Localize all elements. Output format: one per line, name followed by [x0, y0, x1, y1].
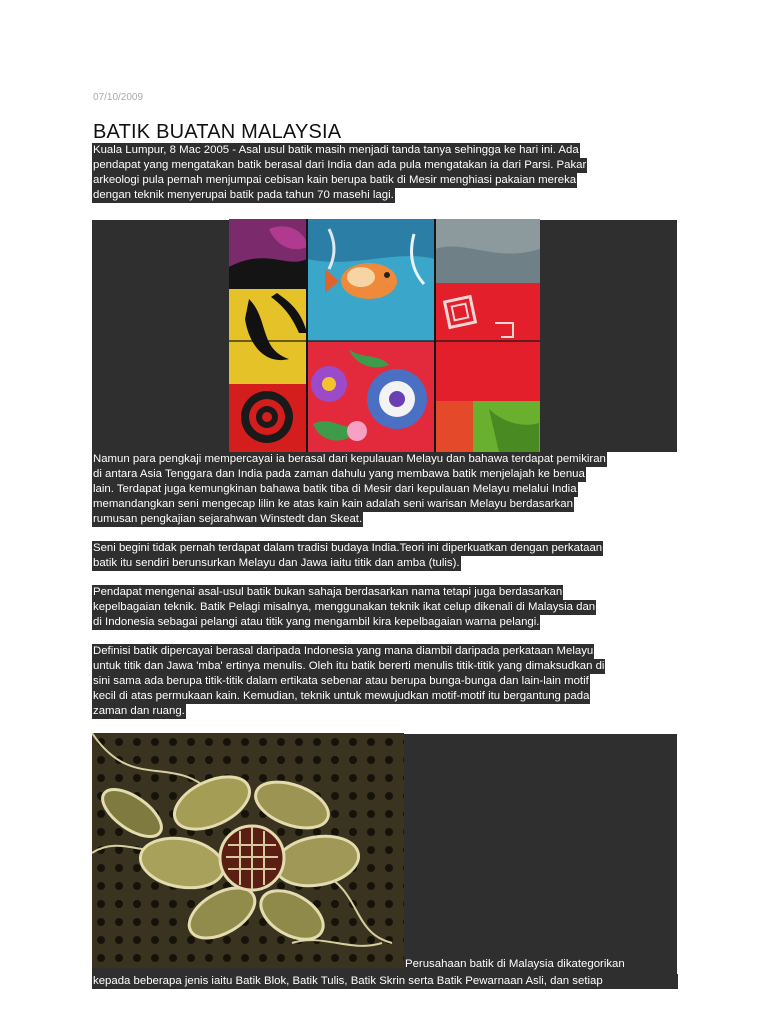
caption-line-1: Perusahaan batik di Malaysia dikategorikan	[405, 958, 625, 970]
article-title: BATIK BUATAN MALAYSIA	[93, 121, 342, 143]
paragraph-line: di Indonesia sebagai pelangi atau titik yang mengambil kira kepelbagaian warna pelangi.	[93, 616, 540, 628]
paragraph-2	[92, 452, 607, 527]
paragraph-line: Namun para pengkaji mempercayai ia berasal dari kepulauan Melayu dan bahawa terdapat pemikiran	[93, 453, 606, 465]
paragraph-line: batik itu sendiri berunsurkan Melayu dan Jawa iaitu titik dan amba (tulis).	[93, 557, 460, 569]
paragraph-line: pendapat yang mengatakan batik berasal dari India dan ada pula mengatakan ia dari Parsi. Pakar	[93, 159, 587, 171]
paragraph-line: Kuala Lumpur, 8 Mac 2005 - Asal usul batik masih menjadi tanda tanya sehingga ke hari ini. Ada	[93, 144, 579, 156]
paragraph-line: rumusan pengkajian sejarahwan Winstedt dan Skeat.	[93, 513, 363, 525]
caption-line-2: kepada beberapa jenis iaitu Batik Blok, Batik Tulis, Batik Skrin serta Batik Pewarnaan Asli, dan setiap	[92, 974, 678, 989]
paragraph-line: Definisi batik dipercayai berasal daripada Indonesia yang mana diambil daripada perkataan Melayu	[93, 645, 594, 657]
paragraph-line: dengan teknik menyerupai batik pada tahun 70 masehi lagi.	[93, 189, 394, 201]
paragraph-line: arkeologi pula pernah menjumpai cebisan kain berupa batik di Mesir menghiasi pakaian mereka	[93, 174, 577, 186]
paragraph-1	[92, 143, 587, 203]
batik-collage-image	[229, 219, 540, 452]
paragraph-line: untuk titik dan Jawa 'mba' ertinya menulis. Oleh itu batik bererti menulis titik-titik yang dimaksudkan di	[93, 660, 605, 672]
paragraph-4	[92, 585, 596, 630]
paragraph-line: Pendapat mengenai asal-usul batik bukan sahaja berdasarkan nama tetapi juga berdasarkan	[93, 586, 563, 598]
paragraph-5	[92, 644, 605, 719]
batik-flower-image	[92, 733, 404, 968]
paragraph-line: Seni begini tidak pernah terdapat dalam tradisi budaya India.Teori ini diperkuatkan dengan perkataan	[93, 542, 603, 554]
paragraph-line: kepelbagaian teknik. Batik Pelagi misalnya, menggunakan teknik ikat celup dikenali di Malaysia dan	[93, 601, 596, 613]
article-date: 07/10/2009	[93, 92, 144, 103]
paragraph-line: lain. Terdapat juga kemungkinan bahawa batik tiba di Mesir dari kepulauan Melayu melalui India	[93, 483, 577, 495]
paragraph-line: di antara Asia Tenggara dan India pada zaman dahulu yang membawa batik menjelajah ke benua	[93, 468, 585, 480]
paragraph-line: memandangkan seni mengecap lilin ke atas kain kain adalah seni warisan Melayu berdasarkan	[93, 498, 573, 510]
paragraph-3	[92, 541, 603, 571]
paragraph-line: kecil di atas permukaan kain. Kemudian, teknik untuk mewujudkan motif-motif itu bergantung pada	[93, 690, 590, 702]
paragraph-line: sini sama ada berupa titik-titik dalam ertikata sebenar atau berupa bunga-bunga dan lain-lain motif	[93, 675, 589, 687]
paragraph-line: zaman dan ruang.	[93, 705, 185, 717]
